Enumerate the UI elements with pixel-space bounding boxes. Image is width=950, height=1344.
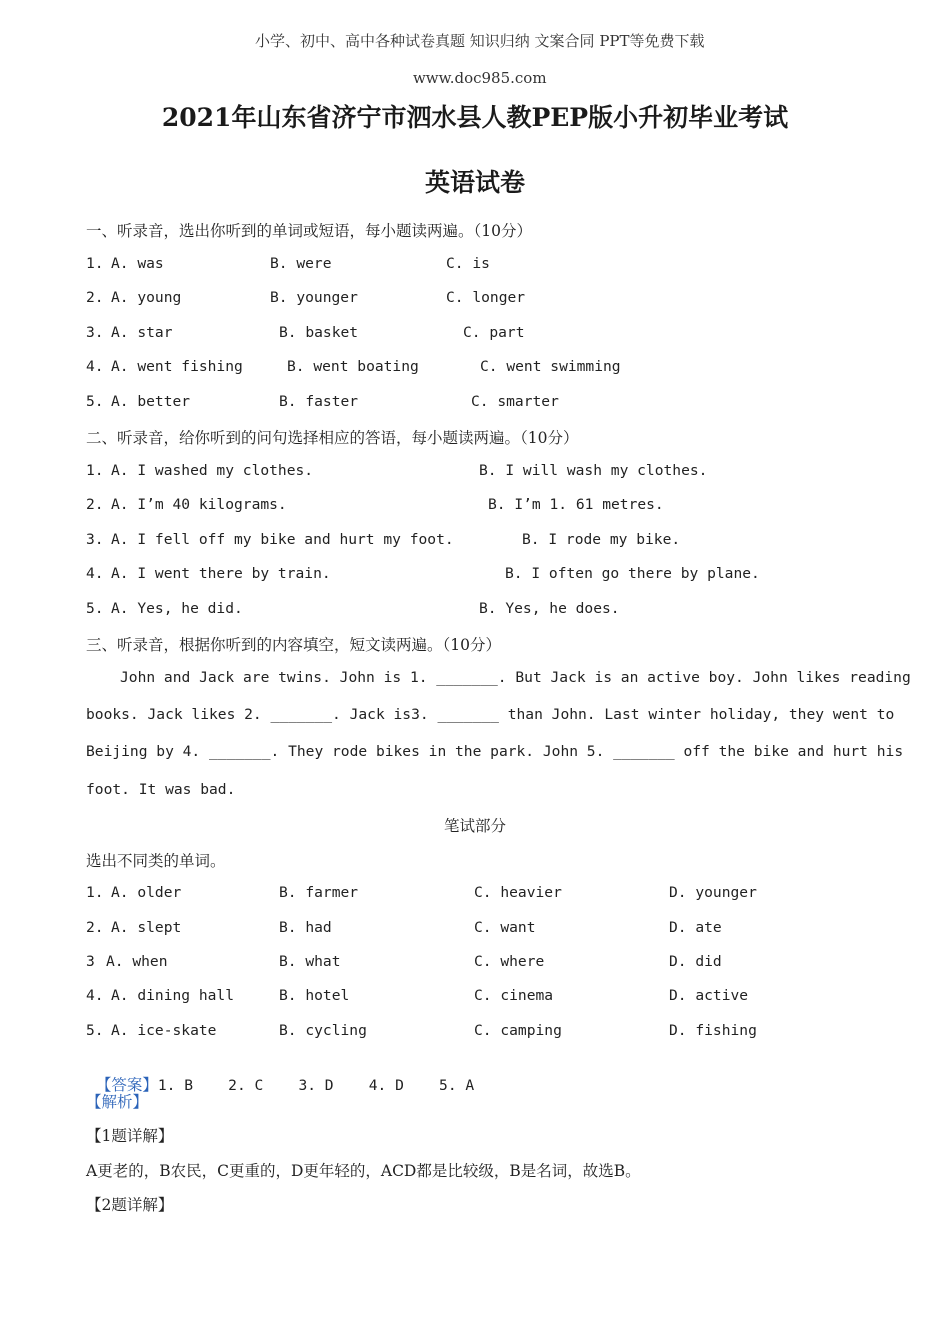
part1-option-b: B. were [270, 255, 332, 272]
page-header [0, 12, 950, 87]
written-option-b: B. cycling [279, 1022, 367, 1039]
written-item-num: 5. [86, 1022, 104, 1039]
q1-detail-text: A更老的，B农民，C更重的，D更年轻的，ACD都是比较级，B是名词，故选B。 [86, 1162, 641, 1180]
part1-option-c: C. went swimming [480, 358, 621, 375]
part2-option-b: B. I often go there by plane. [505, 565, 760, 582]
part2-option-a: A. I washed my clothes. [111, 462, 314, 479]
part2-option-b: B. Yes, he does. [479, 600, 620, 617]
part1-item-num: 2. [86, 289, 104, 306]
answer-row [86, 1055, 474, 1095]
part2-heading: 二、听录音，给你听到的问句选择相应的答语，每小题读两遍。（10分） [86, 429, 579, 447]
written-option-a: A. older [111, 884, 182, 901]
part3-heading: 三、听录音，根据你听到的内容填空，短文读两遍。（10分） [86, 636, 501, 654]
written-option-c: C. want [474, 919, 536, 936]
written-option-b: B. hotel [279, 987, 350, 1004]
written-option-d: D. active [669, 987, 749, 1004]
written-instruction: 选出不同类的单词。 [86, 852, 226, 870]
part1-option-a: A. star [111, 324, 173, 341]
written-item-num: 2. [86, 919, 104, 936]
part2-option-a: A. I fell off my bike and hurt my foot. [111, 531, 454, 548]
part1-option-a: A. young [111, 289, 182, 306]
part1-option-b: B. younger [270, 289, 358, 306]
written-option-d: D. fishing [669, 1022, 757, 1039]
written-option-c: C. camping [474, 1022, 562, 1039]
part1-item-num: 4. [86, 358, 104, 375]
q2-detail-label: 【2题详解】 [86, 1196, 174, 1214]
part2-item-num: 1. [86, 462, 104, 479]
written-option-c: C. cinema [474, 987, 554, 1004]
written-item-num: 1. [86, 884, 104, 901]
written-option-d: D. ate [669, 919, 722, 936]
written-option-d: D. did [669, 953, 722, 970]
written-option-d: D. younger [669, 884, 757, 901]
part1-heading: 一、听录音，选出你听到的单词或短语，每小题读两遍。（10分） [86, 222, 532, 240]
written-option-b: B. had [279, 919, 332, 936]
part2-item-num: 4. [86, 565, 104, 582]
written-option-a: A. dining hall [111, 987, 235, 1004]
doc-title-line2: 英语试卷 [424, 168, 525, 197]
part1-option-a: A. went fishing [111, 358, 243, 375]
passage-line: Beijing by 4. _______. They rode bikes in the park. John 5. _______ off the bike and hurt his [86, 743, 904, 760]
written-option-c: C. heavier [474, 884, 562, 901]
analysis-label: 【解析】 [86, 1093, 149, 1111]
written-option-a: A. ice-skate [111, 1022, 217, 1039]
written-option-c: C. where [474, 953, 545, 970]
part1-option-c: C. smarter [471, 393, 559, 410]
passage-line: foot. It was bad. [86, 781, 236, 798]
part1-option-a: A. was [111, 255, 164, 272]
doc-title-line1: 2021年山东省济宁市泗水县人教PEP版小升初毕业考试 [161, 103, 789, 132]
part2-option-b: B. I rode my bike. [522, 531, 681, 548]
written-item-num: 4. [86, 987, 104, 1004]
written-item-num: 3 [86, 953, 95, 970]
header-url[interactable]: www.doc985.com [412, 69, 547, 87]
passage-line: John and Jack are twins. John is 1. _______. But Jack is an active boy. John likes reading [120, 669, 911, 686]
part2-option-a: A. I went there by train. [111, 565, 331, 582]
part2-option-b: B. I will wash my clothes. [479, 462, 708, 479]
part1-option-c: C. is [446, 255, 490, 272]
part2-option-a: A. I’m 40 kilograms. [111, 496, 287, 513]
part2-item-num: 5. [86, 600, 104, 617]
part1-option-c: C. part [463, 324, 525, 341]
part1-option-b: B. basket [279, 324, 359, 341]
part2-option-b: B. I’m 1. 61 metres. [488, 496, 664, 513]
part1-option-c: C. longer [446, 289, 526, 306]
written-option-a: A. slept [111, 919, 182, 936]
part1-option-b: B. faster [279, 393, 359, 410]
written-option-b: B. what [279, 953, 341, 970]
written-option-a: A. when [106, 953, 168, 970]
part2-item-num: 3. [86, 531, 104, 548]
passage-line: books. Jack likes 2. _______. Jack is3. _______ than John. Last winter holiday, they went to [86, 706, 895, 723]
header-left-text: 小学、初中、高中各种试卷真题 知识归纳 文案合同 PPT等免费下载 [255, 32, 705, 50]
answer-label: 【答案】 [95, 1076, 158, 1094]
part1-option-a: A. better [111, 393, 191, 410]
written-section-heading: 笔试部分 [443, 817, 506, 835]
part1-item-num: 3. [86, 324, 104, 341]
part1-item-num: 5. [86, 393, 104, 410]
written-option-b: B. farmer [279, 884, 359, 901]
q1-detail-label: 【1题详解】 [86, 1127, 174, 1145]
part1-option-b: B. went boating [287, 358, 419, 375]
answer-text: 1. B 2. C 3. D 4. D 5. A [157, 1077, 475, 1094]
part2-item-num: 2. [86, 496, 104, 513]
part2-option-a: A. Yes, he did. [111, 600, 243, 617]
part1-item-num: 1. [86, 255, 104, 272]
